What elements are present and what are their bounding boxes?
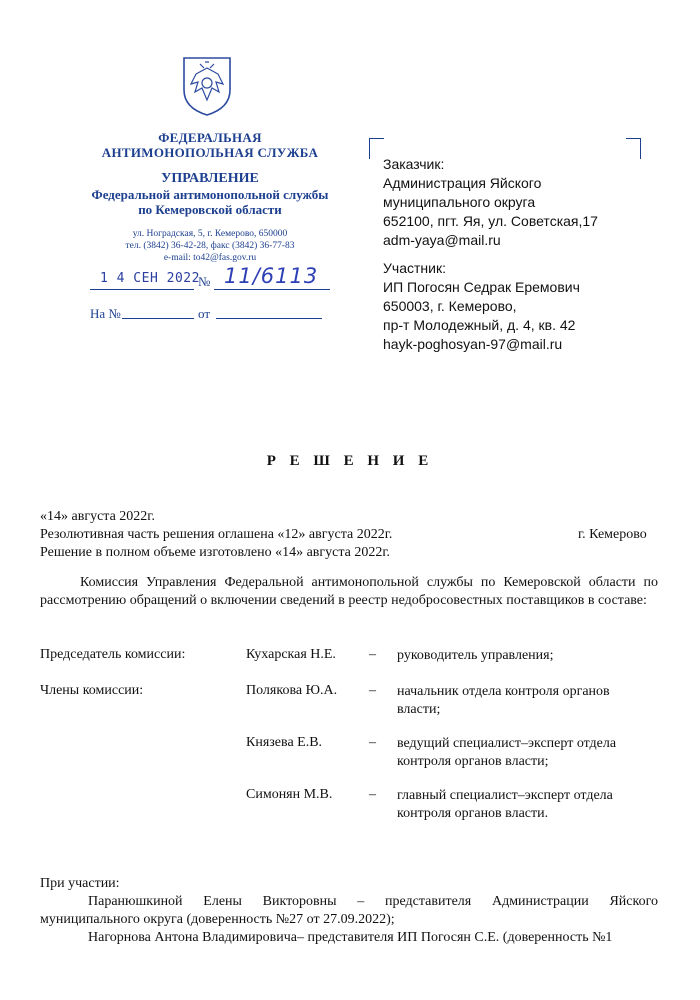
member-position [397, 683, 667, 719]
office-email: e-mail: to42@fas.gov.ru [163, 253, 257, 263]
customer-block [383, 155, 683, 250]
chair-role: Председатель комиссии: [40, 647, 186, 662]
dept-title: УПРАВЛЕНИЕ [161, 171, 259, 186]
participant2-line: Нагорнова Антона Владимировича– представителя ИП Погосян С.Е. (доверенность №1 [88, 930, 613, 945]
position-line: власти; [397, 702, 441, 717]
customer-email: adm-yaya@mail.ru [383, 232, 501, 248]
ref-date-line [216, 318, 322, 319]
dash: – [369, 647, 376, 662]
number-line [214, 289, 330, 290]
participant1-line2: муниципального округа (доверенность №27 от 27.09.2022); [40, 912, 395, 927]
position-line: руководитель управления; [397, 648, 554, 663]
customer-line: Администрация Яйского [383, 175, 542, 191]
office-phones: тел. (3842) 36-42-28, факс (3842) 36-77-83 [125, 241, 295, 251]
participant1-line1: Паранюшкиной Елены Викторовны – представителя Администрации Яйского [88, 894, 658, 909]
member-position [397, 735, 667, 771]
position-line: главный специалист–эксперт отдела [397, 788, 613, 803]
customer-label: Заказчик: [383, 156, 445, 172]
intro-paragraph: Комиссия Управления Федеральной антимонопольной службы по Кемеровской области по рассмотрению обращений о включении сведений в реестр недобросовестных поставщиков в составе: [40, 575, 658, 608]
member-name: Князева Е.В. [246, 735, 323, 750]
participant-line: 650003, г. Кемерово, [383, 298, 517, 314]
outgoing-number: 11/6113 [224, 264, 319, 288]
dash: – [369, 735, 376, 750]
document-title: Р Е Ш Е Н И Е [266, 453, 434, 469]
ref-label: На № [90, 306, 121, 321]
city: г. Кемерово [578, 527, 647, 542]
participant-line: пр-т Молодежный, д. 4, кв. 42 [383, 317, 576, 333]
address-corner-left [369, 138, 384, 159]
member-name: Кухарская Н.Е. [246, 647, 336, 662]
dept-line1: Федеральной антимонопольной службы [91, 187, 329, 202]
full-made-date: Решение в полном объеме изготовлено «14» августа 2022г. [40, 545, 391, 560]
decision-date: «14» августа 2022г. [40, 509, 155, 524]
position-line: контроля органов власти. [397, 806, 549, 821]
date-line [90, 289, 194, 290]
agency-name-line1: ФЕДЕРАЛЬНАЯ [158, 130, 262, 145]
ref-from-label: от [198, 306, 211, 321]
position-line: начальник отдела контроля органов [397, 684, 610, 699]
coat-of-arms-icon [178, 54, 236, 118]
date-stamp: 1 4 СЕН 2022 [100, 271, 200, 286]
dash: – [369, 787, 376, 802]
participant-email: hayk-poghosyan-97@mail.ru [383, 336, 563, 352]
position-line: контроля органов власти; [397, 754, 549, 769]
member-position [397, 647, 667, 665]
participant-line: ИП Погосян Седрак Еремович [383, 279, 580, 295]
dept-line2: по Кемеровской области [138, 202, 282, 217]
participant-block [383, 259, 683, 354]
office-address: ул. Ноградская, 5, г. Кемерово, 650000 [132, 229, 288, 239]
customer-line: 652100, пгт. Яя, ул. Советская,17 [383, 213, 598, 229]
customer-line: муниципального округа [383, 194, 536, 210]
number-label: № [198, 274, 211, 289]
participant-label: Участник: [383, 260, 446, 276]
members-role: Члены комиссии: [40, 683, 144, 698]
participation-label: При участии: [40, 876, 120, 891]
announced-date: Резолютивная часть решения оглашена «12» августа 2022г. [40, 527, 393, 542]
ref-number-line [122, 318, 194, 319]
dash: – [369, 683, 376, 698]
member-name: Полякова Ю.А. [246, 683, 338, 698]
member-name: Симонян М.В. [246, 787, 333, 802]
position-line: ведущий специалист–эксперт отдела [397, 736, 617, 751]
agency-name-line2: АНТИМОНОПОЛЬНАЯ СЛУЖБА [101, 145, 319, 160]
member-position [397, 787, 667, 823]
